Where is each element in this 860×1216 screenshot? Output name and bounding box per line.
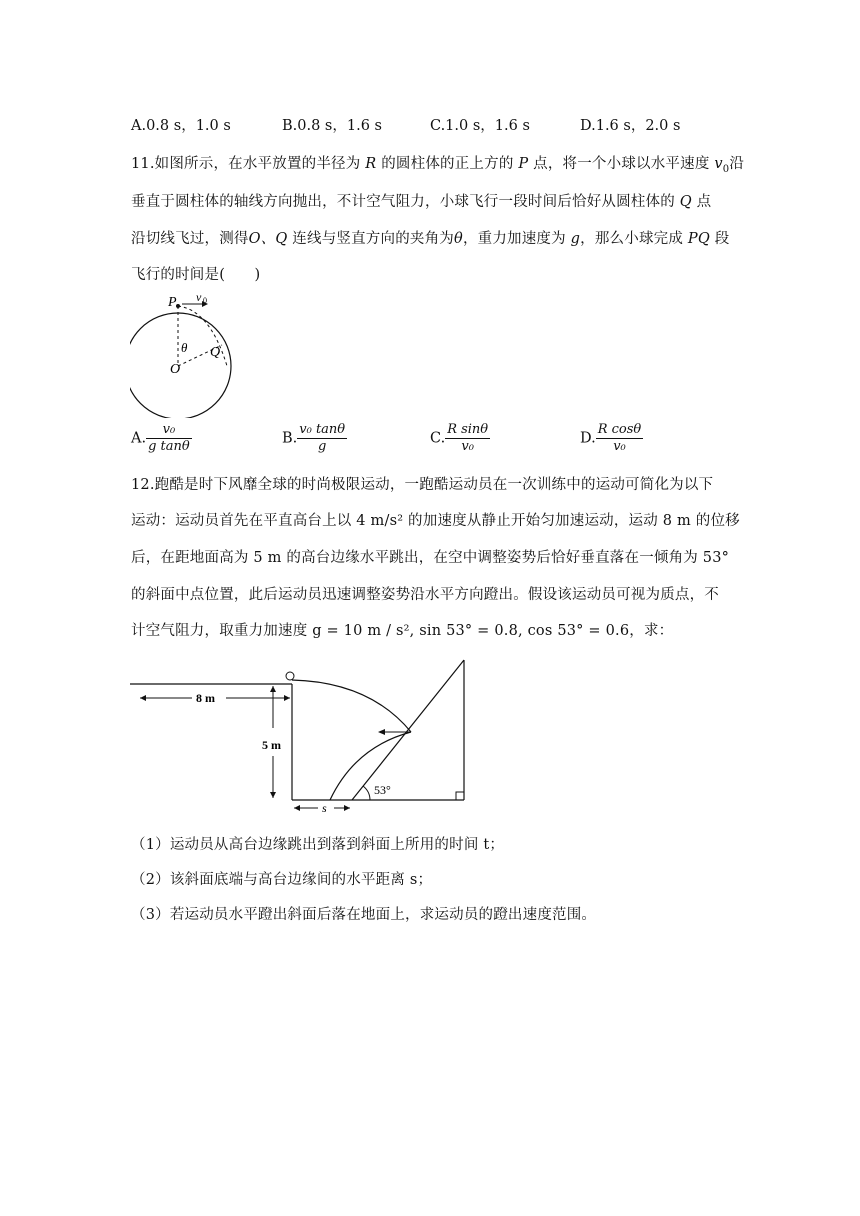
q11-line-2 bbox=[131, 190, 711, 211]
dim-8m-arrow-right bbox=[284, 695, 290, 701]
label-P: P bbox=[168, 295, 177, 310]
q12-sub-3: （3）若运动员水平蹬出斜面后落在地面上，求运动员的蹬出速度范围。 bbox=[131, 907, 597, 923]
q12-line-3: 后，在距地面高为 5 m 的高台边缘水平跳出，在空中调整姿势后恰好垂直落在一倾角为 53° bbox=[131, 550, 730, 566]
q12-sub-1: （1）运动员从高台边缘跳出到落到斜面上所用的时间 t； bbox=[131, 837, 505, 853]
q11-text: 点 bbox=[696, 194, 712, 210]
fraction-denominator: g tanθ bbox=[148, 439, 190, 454]
q11-option-c bbox=[430, 422, 490, 455]
label-5m: 5 m bbox=[262, 738, 281, 752]
label-Q: Q bbox=[210, 345, 221, 360]
var-OQ: O、Q bbox=[248, 231, 288, 247]
dim-s-arrow-right bbox=[344, 805, 350, 811]
fraction-denominator: v₀ bbox=[461, 439, 474, 454]
fraction bbox=[146, 422, 192, 455]
q11-line-4: 飞行的时间是( ) bbox=[131, 267, 261, 283]
q11-text: 沿切线飞过，测得 bbox=[131, 231, 249, 247]
var-g: g bbox=[570, 231, 581, 247]
label-53deg: 53° bbox=[374, 783, 391, 797]
option-label: A. bbox=[131, 430, 147, 447]
q11-line-3 bbox=[131, 227, 729, 248]
q10-option-b: B.0.8 s，1.6 s bbox=[282, 118, 382, 134]
right-angle-mark bbox=[456, 792, 464, 800]
q11-text: 的圆柱体的正上方的 bbox=[381, 156, 514, 172]
q12-line-4: 的斜面中点位置，此后运动员迅速调整姿势沿水平方向蹬出。假设该运动员可视为质点，不 bbox=[131, 587, 719, 603]
q10-option-c: C.1.0 s，1.6 s bbox=[430, 118, 530, 134]
fraction-numerator: v₀ bbox=[146, 422, 192, 439]
q11-text: ，重力加速度为 bbox=[462, 231, 566, 247]
fraction bbox=[596, 422, 644, 455]
fraction-numerator: v₀ tanθ bbox=[299, 422, 346, 437]
q11-text: 连线与竖直方向的夹角为 bbox=[292, 231, 454, 247]
q12-line-2: 运动：运动员首先在平直高台上以 4 m/s² 的加速度从静止开始匀加速运动，运动 8 m 的位移 bbox=[131, 513, 740, 529]
fraction-numerator: R cosθ bbox=[597, 422, 642, 437]
label-theta: θ bbox=[181, 340, 188, 355]
q10-option-d: D.1.6 s，2.0 s bbox=[580, 118, 681, 134]
q11-circle-figure bbox=[130, 288, 250, 418]
fraction-numerator: R sinθ bbox=[447, 422, 489, 437]
fraction-denominator: g bbox=[318, 439, 327, 454]
q11-text: 点，将一个小球以水平速度 bbox=[533, 156, 710, 172]
option-label: D. bbox=[580, 430, 596, 447]
label-8m: 8 m bbox=[196, 691, 215, 705]
q11-text: ，那么小球完成 bbox=[580, 231, 684, 247]
label-v0: v bbox=[196, 290, 202, 304]
dim-8m-arrow-left bbox=[140, 695, 146, 701]
q11-option-d bbox=[580, 422, 643, 455]
fraction-denominator: v₀ bbox=[613, 439, 626, 454]
var-R: R bbox=[365, 156, 377, 172]
label-s: s bbox=[322, 801, 327, 812]
q12-line-1: 12.跑酷是时下风靡全球的时尚极限运动，一跑酷运动员在一次训练中的运动可简化为以下 bbox=[131, 477, 714, 493]
var-P: P bbox=[518, 156, 529, 172]
dim-5m-arrow-bottom bbox=[270, 792, 276, 798]
var-v0: v bbox=[714, 156, 723, 172]
jump-trajectory bbox=[292, 680, 411, 732]
fraction bbox=[445, 422, 490, 455]
pushoff-arrowhead bbox=[378, 729, 385, 735]
var-Q: Q bbox=[679, 194, 692, 210]
q11-text: 垂直于圆柱体的轴线方向抛出，不计空气阻力，小球飞行一段时间后恰好从圆柱体的 bbox=[131, 194, 675, 210]
incline-slope bbox=[352, 660, 464, 800]
cylinder-circle bbox=[130, 313, 231, 418]
label-O: O bbox=[170, 362, 181, 377]
var-v0-sub: 0 bbox=[722, 163, 730, 175]
fraction bbox=[297, 422, 347, 455]
q11-text: 段 bbox=[714, 231, 730, 247]
q10-option-a: A.0.8 s，1.0 s bbox=[131, 118, 231, 134]
label-v0-sub: 0 bbox=[203, 296, 207, 305]
q11-text: 11.如图所示，在水平放置的半径为 bbox=[131, 156, 361, 172]
q12-parkour-figure bbox=[130, 652, 475, 812]
q11-line-1 bbox=[131, 152, 744, 175]
q11-option-b bbox=[282, 422, 347, 455]
option-label: C. bbox=[430, 430, 446, 447]
var-theta: θ bbox=[454, 231, 463, 247]
q12-line-5: 计空气阻力，取重力加速度 g = 10 m / s², sin 53° = 0.8, cos 53° = 0.6，求： bbox=[131, 623, 674, 639]
var-PQ: PQ bbox=[687, 231, 710, 247]
dim-5m-arrow-top bbox=[270, 686, 276, 692]
q11-option-a bbox=[131, 422, 192, 455]
option-label: B. bbox=[282, 430, 298, 447]
q11-text: 沿 bbox=[729, 156, 745, 172]
q12-sub-2: （2）该斜面底端与高台边缘间的水平距离 s； bbox=[131, 872, 433, 888]
dim-s-arrow-left bbox=[294, 805, 300, 811]
angle-arc bbox=[363, 786, 370, 800]
ball-dot bbox=[176, 304, 180, 308]
runner-icon bbox=[286, 672, 294, 680]
